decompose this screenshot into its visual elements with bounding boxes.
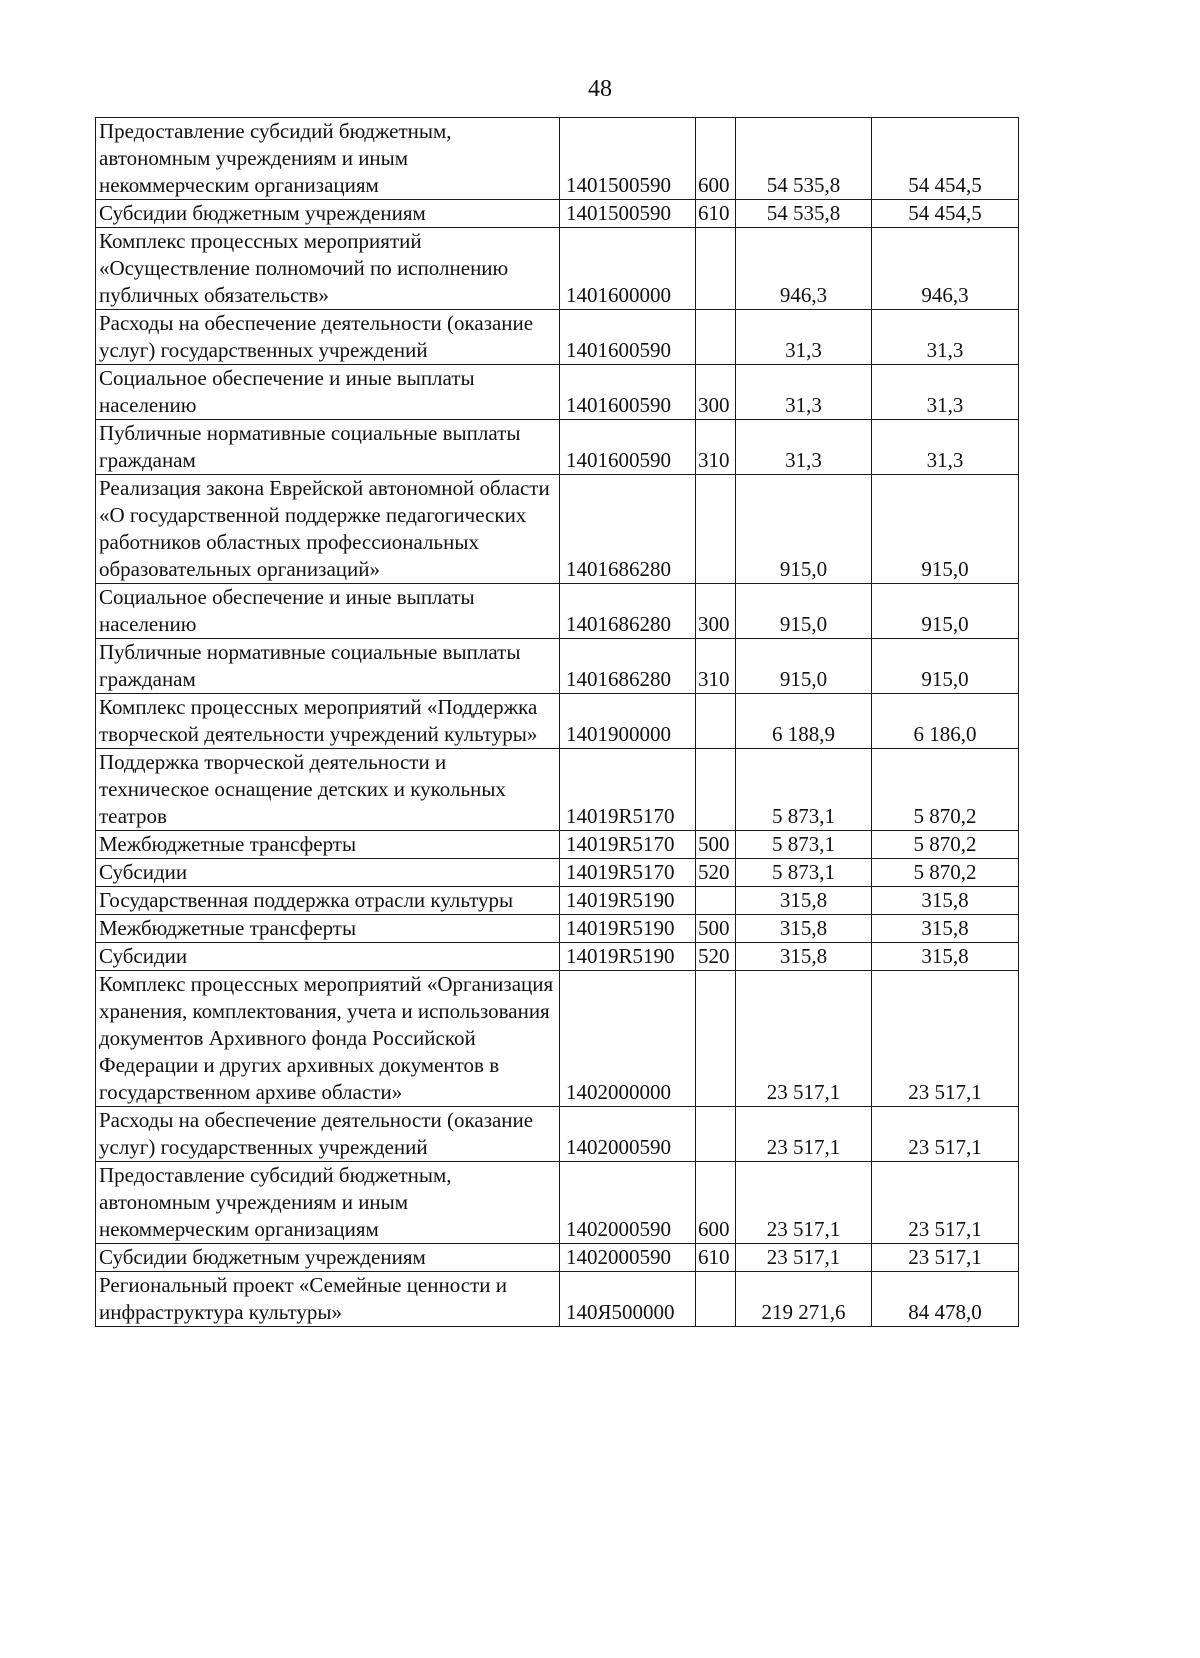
row-code-cell: 1401600590 <box>560 310 696 365</box>
row-type-cell: 310 <box>696 420 736 475</box>
row-code-cell: 1401900000 <box>560 694 696 749</box>
table-row <box>96 915 1019 943</box>
row-code-cell: 1401600590 <box>560 420 696 475</box>
row-amount-1-cell: 31,3 <box>736 310 872 365</box>
row-code-cell: 1401600590 <box>560 365 696 420</box>
row-code-cell: 1402000590 <box>560 1162 696 1244</box>
row-code-cell: 1401500590 <box>560 200 696 228</box>
row-code-cell: 14019R5190 <box>560 887 696 915</box>
row-type-cell <box>696 887 736 915</box>
row-name-cell: Социальное обеспечение и иные выплаты населению <box>96 365 560 420</box>
row-amount-2-cell: 31,3 <box>872 310 1019 365</box>
table-row <box>96 1244 1019 1272</box>
row-name-cell: Комплекс процессных мероприятий «Поддержка творческой деятельности учреждений культуры» <box>96 694 560 749</box>
row-code-cell: 14019R5190 <box>560 915 696 943</box>
row-amount-2-cell: 31,3 <box>872 420 1019 475</box>
row-amount-2-cell: 31,3 <box>872 365 1019 420</box>
row-amount-1-cell: 23 517,1 <box>736 1244 872 1272</box>
row-amount-1-cell: 54 535,8 <box>736 200 872 228</box>
row-type-cell <box>696 694 736 749</box>
table-row <box>96 1272 1019 1327</box>
table-row <box>96 584 1019 639</box>
row-amount-2-cell: 84 478,0 <box>872 1272 1019 1327</box>
row-amount-2-cell: 915,0 <box>872 584 1019 639</box>
row-amount-2-cell: 315,8 <box>872 887 1019 915</box>
row-amount-1-cell: 915,0 <box>736 584 872 639</box>
row-type-cell: 610 <box>696 200 736 228</box>
row-type-cell: 310 <box>696 639 736 694</box>
table-row <box>96 310 1019 365</box>
row-amount-1-cell: 315,8 <box>736 887 872 915</box>
row-amount-1-cell: 946,3 <box>736 228 872 310</box>
table-row <box>96 971 1019 1107</box>
row-type-cell: 520 <box>696 859 736 887</box>
row-type-cell: 300 <box>696 365 736 420</box>
row-name-cell: Публичные нормативные социальные выплаты гражданам <box>96 639 560 694</box>
row-type-cell <box>696 971 736 1107</box>
row-type-cell <box>696 475 736 584</box>
table-row <box>96 694 1019 749</box>
row-code-cell: 1402000590 <box>560 1107 696 1162</box>
row-type-cell <box>696 1272 736 1327</box>
table-row <box>96 749 1019 831</box>
row-amount-2-cell: 5 870,2 <box>872 859 1019 887</box>
row-name-cell: Расходы на обеспечение деятельности (оказание услуг) государственных учреждений <box>96 1107 560 1162</box>
row-name-cell: Субсидии <box>96 943 560 971</box>
row-name-cell: Государственная поддержка отрасли культуры <box>96 887 560 915</box>
row-type-cell <box>696 1107 736 1162</box>
row-code-cell: 14019R5170 <box>560 831 696 859</box>
row-code-cell: 14019R5170 <box>560 859 696 887</box>
row-name-cell: Субсидии бюджетным учреждениям <box>96 1244 560 1272</box>
row-type-cell <box>696 228 736 310</box>
table-row <box>96 1107 1019 1162</box>
row-amount-1-cell: 915,0 <box>736 639 872 694</box>
row-name-cell: Субсидии <box>96 859 560 887</box>
row-amount-2-cell: 54 454,5 <box>872 118 1019 200</box>
row-code-cell: 140Я500000 <box>560 1272 696 1327</box>
row-amount-1-cell: 219 271,6 <box>736 1272 872 1327</box>
row-code-cell: 1401686280 <box>560 639 696 694</box>
budget-table <box>95 117 1019 1327</box>
row-amount-1-cell: 5 873,1 <box>736 859 872 887</box>
row-amount-1-cell: 315,8 <box>736 915 872 943</box>
row-name-cell: Предоставление субсидий бюджетным, автономным учреждениям и иным некоммерческим организациям <box>96 118 560 200</box>
row-amount-1-cell: 5 873,1 <box>736 831 872 859</box>
row-name-cell: Субсидии бюджетным учреждениям <box>96 200 560 228</box>
row-amount-1-cell: 23 517,1 <box>736 1107 872 1162</box>
row-code-cell: 1401686280 <box>560 475 696 584</box>
table-row <box>96 420 1019 475</box>
row-amount-1-cell: 31,3 <box>736 365 872 420</box>
row-amount-2-cell: 5 870,2 <box>872 749 1019 831</box>
row-type-cell <box>696 749 736 831</box>
page-number: 48 <box>588 76 612 102</box>
row-name-cell: Поддержка творческой деятельности и техническое оснащение детских и кукольных театров <box>96 749 560 831</box>
row-amount-2-cell: 915,0 <box>872 475 1019 584</box>
row-amount-2-cell: 23 517,1 <box>872 1244 1019 1272</box>
table-row <box>96 859 1019 887</box>
row-type-cell: 610 <box>696 1244 736 1272</box>
row-amount-2-cell: 5 870,2 <box>872 831 1019 859</box>
row-type-cell: 600 <box>696 1162 736 1244</box>
row-code-cell: 14019R5170 <box>560 749 696 831</box>
row-amount-2-cell: 6 186,0 <box>872 694 1019 749</box>
row-amount-1-cell: 23 517,1 <box>736 1162 872 1244</box>
row-name-cell: Реализация закона Еврейской автономной области «О государственной поддержке педагогических работников областных профессиональных образовательных организаций» <box>96 475 560 584</box>
row-amount-2-cell: 315,8 <box>872 915 1019 943</box>
table-body <box>96 118 1019 1327</box>
row-name-cell: Комплекс процессных мероприятий «Организация хранения, комплектования, учета и использования документов Архивного фонда Российской Федерации и других архивных документов в государственном архиве области» <box>96 971 560 1107</box>
row-name-cell: Расходы на обеспечение деятельности (оказание услуг) государственных учреждений <box>96 310 560 365</box>
row-amount-2-cell: 23 517,1 <box>872 1107 1019 1162</box>
row-code-cell: 1402000000 <box>560 971 696 1107</box>
row-amount-2-cell: 23 517,1 <box>872 971 1019 1107</box>
table-row <box>96 365 1019 420</box>
row-name-cell: Предоставление субсидий бюджетным, автономным учреждениям и иным некоммерческим организациям <box>96 1162 560 1244</box>
row-name-cell: Публичные нормативные социальные выплаты гражданам <box>96 420 560 475</box>
table-row <box>96 943 1019 971</box>
row-code-cell: 1401686280 <box>560 584 696 639</box>
row-amount-2-cell: 946,3 <box>872 228 1019 310</box>
row-type-cell: 500 <box>696 831 736 859</box>
table-row <box>96 887 1019 915</box>
row-code-cell: 1401600000 <box>560 228 696 310</box>
table-row <box>96 475 1019 584</box>
row-amount-1-cell: 915,0 <box>736 475 872 584</box>
row-code-cell: 1402000590 <box>560 1244 696 1272</box>
row-amount-2-cell: 315,8 <box>872 943 1019 971</box>
row-amount-1-cell: 5 873,1 <box>736 749 872 831</box>
row-amount-1-cell: 54 535,8 <box>736 118 872 200</box>
row-amount-2-cell: 23 517,1 <box>872 1162 1019 1244</box>
row-type-cell: 600 <box>696 118 736 200</box>
table-row <box>96 831 1019 859</box>
row-amount-1-cell: 315,8 <box>736 943 872 971</box>
row-type-cell: 500 <box>696 915 736 943</box>
row-type-cell <box>696 310 736 365</box>
row-code-cell: 14019R5190 <box>560 943 696 971</box>
table-row <box>96 228 1019 310</box>
row-name-cell: Межбюджетные трансферты <box>96 915 560 943</box>
row-amount-1-cell: 23 517,1 <box>736 971 872 1107</box>
table-row <box>96 200 1019 228</box>
table-row <box>96 118 1019 200</box>
row-amount-1-cell: 6 188,9 <box>736 694 872 749</box>
row-name-cell: Межбюджетные трансферты <box>96 831 560 859</box>
row-type-cell: 300 <box>696 584 736 639</box>
row-amount-2-cell: 54 454,5 <box>872 200 1019 228</box>
row-code-cell: 1401500590 <box>560 118 696 200</box>
row-name-cell: Региональный проект «Семейные ценности и инфраструктура культуры» <box>96 1272 560 1327</box>
row-name-cell: Комплекс процессных мероприятий «Осуществление полномочий по исполнению публичных обязательств» <box>96 228 560 310</box>
row-amount-2-cell: 915,0 <box>872 639 1019 694</box>
row-amount-1-cell: 31,3 <box>736 420 872 475</box>
table-row <box>96 1162 1019 1244</box>
row-type-cell: 520 <box>696 943 736 971</box>
table-row <box>96 639 1019 694</box>
row-name-cell: Социальное обеспечение и иные выплаты населению <box>96 584 560 639</box>
